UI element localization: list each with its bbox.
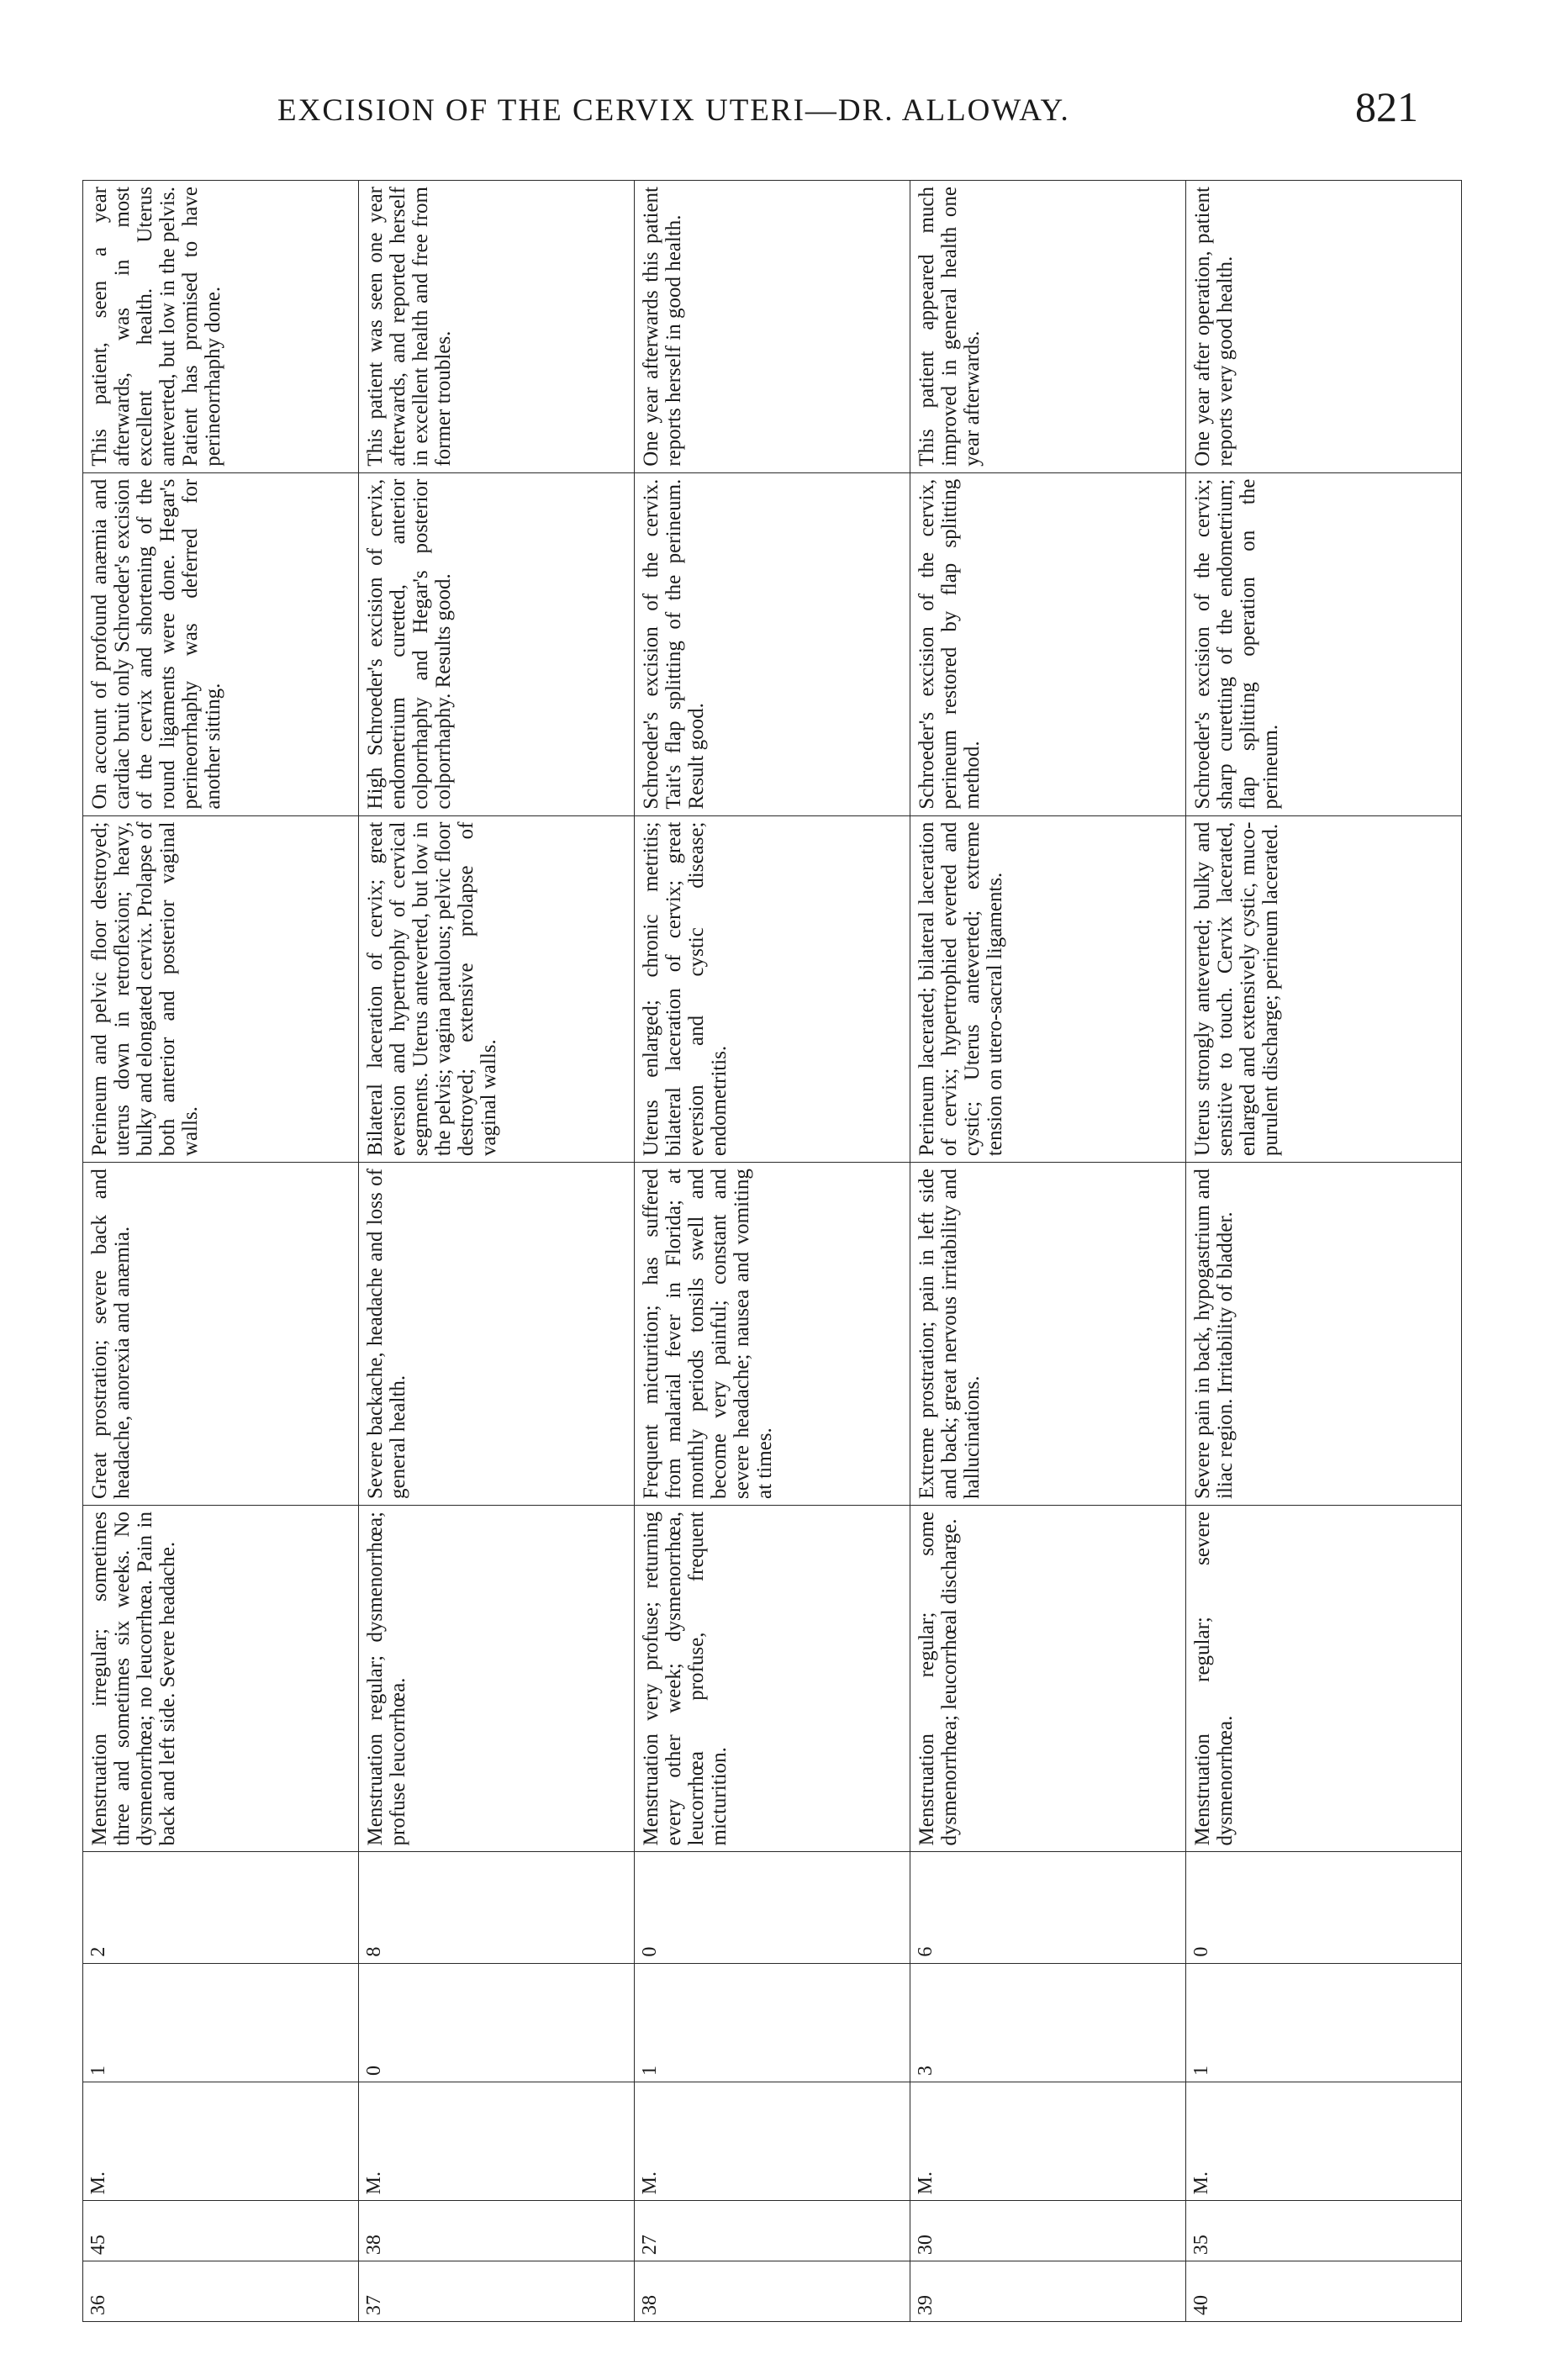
page-number: 821 xyxy=(1355,83,1418,130)
condition-cell: Perineum lacerated; bilateral laceration of cervix; hypertrophied everted and cystic; Uterus anteverted; extreme tension on utero-sacral ligaments. xyxy=(910,815,1186,1163)
result-cell: This patient was seen one year afterwards, and reported herself in excellent health and free from former troubles. xyxy=(359,181,635,473)
operation-cell: High Schroeder's excision of cervix, endometrium curetted, anterior colporrhaphy and Hegar's posterior colporrhaphy. Results good. xyxy=(359,472,635,815)
running-title: EXCISION OF THE CERVIX UTERI—DR. ALLOWAY. xyxy=(277,93,1070,128)
miscarriages-count-cell: 8 xyxy=(359,1852,635,1963)
result-cell: One year afterwards this patient reports herself in good health. xyxy=(635,181,910,473)
miscarriages-count-cell: 6 xyxy=(910,1852,1186,1963)
page-header xyxy=(0,82,1546,141)
symptoms-cell: Extreme prostration; pain in left side and back; great nervous irritability and hallucinations. xyxy=(910,1163,1186,1506)
children-count-cell: 1 xyxy=(1186,1963,1462,2082)
table-row xyxy=(910,181,1186,2322)
case-number-cell: 38 xyxy=(635,2261,910,2322)
case-number-cell: 36 xyxy=(83,2261,359,2322)
menstruation-cell: Menstruation regular; some dysmenorrhœa; leucorrhœal discharge. xyxy=(910,1505,1186,1852)
operation-cell: On account of profound anæmia and cardiac bruit only Schroeder's excision of the cervix and shortening of the round ligaments were done. Hegar's perineorrhaphy was deferred for another sitting. xyxy=(83,472,359,815)
menstruation-cell: Menstruation irregular; sometimes three and sometimes six weeks. No dysmenorrhœa; no leucorrhœa. Pain in back and left side. Severe headache. xyxy=(83,1505,359,1852)
symptoms-cell: Great prostration; severe back and headache, anorexia and anæmia. xyxy=(83,1163,359,1506)
condition-cell: Uterus strongly anteverted; bulky and sensitive to touch. Cervix lacerated, enlarged and extensively cystic, muco-purulent discharge; perineum lacerated. xyxy=(1186,815,1462,1163)
age-cell: 27 xyxy=(635,2201,910,2261)
symptoms-cell: Frequent micturition; has suffered from malarial fever in Florida; at monthly periods tonsils swell and become very painful; constant and severe headache; nausea and vomiting at times. xyxy=(635,1163,910,1506)
case-table xyxy=(82,180,1462,2322)
table-row xyxy=(359,181,635,2322)
table-row xyxy=(635,181,910,2322)
age-cell: 30 xyxy=(910,2201,1186,2261)
operation-cell: Schroeder's excision of the cervix. Tait's flap splitting of the perineum. Result good. xyxy=(635,472,910,815)
marital-status-cell: M. xyxy=(83,2082,359,2200)
condition-cell: Bilateral laceration of cervix; great eversion and hypertrophy of cervical segments. Uterus anteverted, but low in the pelvis; vagina patulous; pelvic floor destroyed; extensive prolapse of vaginal walls. xyxy=(359,815,635,1163)
table-row xyxy=(1186,181,1462,2322)
case-number-cell: 40 xyxy=(1186,2261,1462,2322)
menstruation-cell: Menstruation very profuse; returning every other week; dysmenorrhœa, leucorrhœa profuse, frequent micturition. xyxy=(635,1505,910,1852)
case-number-cell: 39 xyxy=(910,2261,1186,2322)
case-table-body xyxy=(83,181,1462,2322)
miscarriages-count-cell: 0 xyxy=(1186,1852,1462,1963)
children-count-cell: 1 xyxy=(83,1963,359,2082)
marital-status-cell: M. xyxy=(910,2082,1186,2200)
condition-cell: Uterus enlarged; chronic metritis; bilateral laceration of cervix; great eversion and cystic disease; endometritis. xyxy=(635,815,910,1163)
operation-cell: Schroeder's excision of the cervix, perineum restored by flap splitting method. xyxy=(910,472,1186,815)
condition-cell: Perineum and pelvic floor destroyed; uterus down in retroflexion; heavy, bulky and elongated cervix. Prolapse of both anterior and posterior vaginal walls. xyxy=(83,815,359,1163)
menstruation-cell: Menstruation regular; severe dysmenorrhœa. xyxy=(1186,1505,1462,1852)
marital-status-cell: M. xyxy=(359,2082,635,2200)
table-row xyxy=(83,181,359,2322)
age-cell: 38 xyxy=(359,2201,635,2261)
symptoms-cell: Severe pain in back, hypogastrium and iliac region. Irritability of bladder. xyxy=(1186,1163,1462,1506)
age-cell: 45 xyxy=(83,2201,359,2261)
case-number-cell: 37 xyxy=(359,2261,635,2322)
symptoms-cell: Severe backache, headache and loss of general health. xyxy=(359,1163,635,1506)
age-cell: 35 xyxy=(1186,2201,1462,2261)
children-count-cell: 0 xyxy=(359,1963,635,2082)
miscarriages-count-cell: 0 xyxy=(635,1852,910,1963)
result-cell: One year after operation, patient reports very good health. xyxy=(1186,181,1462,473)
result-cell: This patient appeared much improved in general health one year afterwards. xyxy=(910,181,1186,473)
marital-status-cell: M. xyxy=(1186,2082,1462,2200)
children-count-cell: 1 xyxy=(635,1963,910,2082)
children-count-cell: 3 xyxy=(910,1963,1186,2082)
marital-status-cell: M. xyxy=(635,2082,910,2200)
case-table-frame xyxy=(82,180,1461,2322)
result-cell: This patient, seen a year afterwards, was in most excellent health. Uterus anteverted, but low in the pelvis. Patient has promised to have perineorrhaphy done. xyxy=(83,181,359,473)
operation-cell: Schroeder's excision of the cervix; sharp curetting of the endometrium; flap splitting operation on the perineum. xyxy=(1186,472,1462,815)
miscarriages-count-cell: 2 xyxy=(83,1852,359,1963)
menstruation-cell: Menstruation regular; dysmenorrhœa; profuse leucorrhœa. xyxy=(359,1505,635,1852)
